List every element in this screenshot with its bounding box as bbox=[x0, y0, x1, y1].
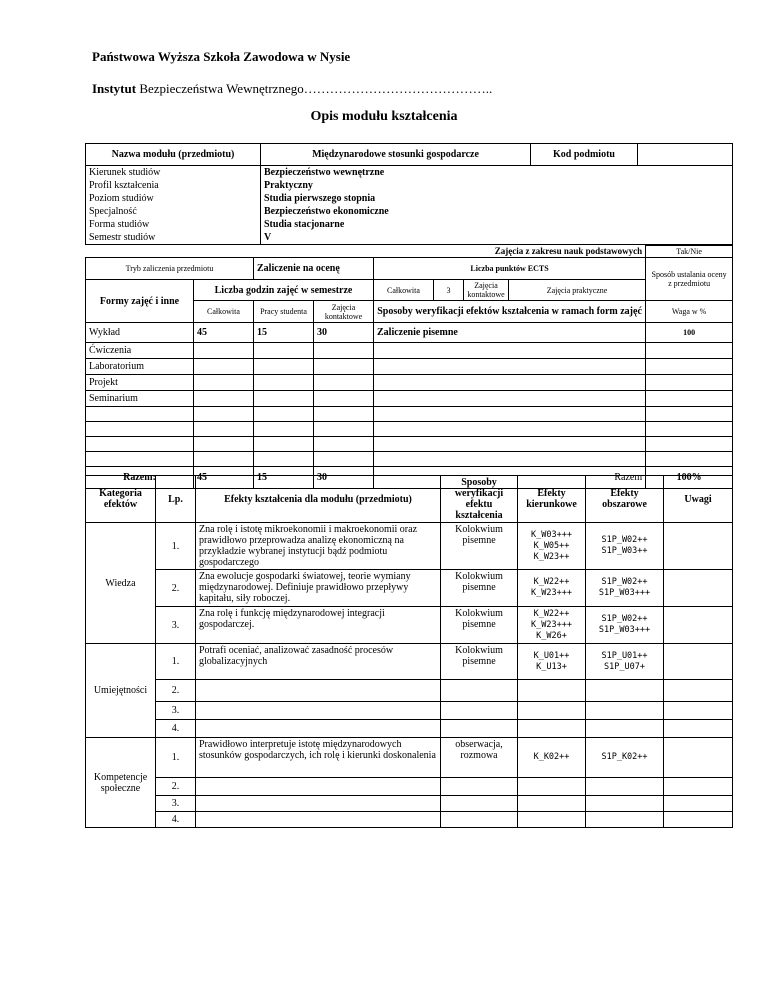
sum-contact: 30 bbox=[314, 467, 374, 489]
effect-text: Prawidłowo interpretuje istotę międzynarodowych stosunków gospodarczych, ich rolę i kierunki doskonalenia bbox=[196, 738, 441, 778]
effect-row bbox=[86, 738, 733, 778]
effect-notes bbox=[664, 570, 733, 607]
effect-category: Umiejętności bbox=[86, 644, 156, 738]
form-verif bbox=[374, 359, 646, 375]
effect-lp: 1. bbox=[156, 644, 196, 680]
form-student bbox=[254, 359, 314, 375]
module-name-value: Międzynarodowe stosunki gospodarcze bbox=[261, 144, 531, 166]
effect-obszarowe: S1P_W02++ S1P_W03+++ bbox=[586, 570, 664, 607]
institute-name: Bezpieczeństwa Wewnętrznego…………………………………….. bbox=[139, 81, 493, 96]
form-weight: 100 bbox=[646, 323, 733, 343]
empty-cell bbox=[86, 422, 194, 437]
effect-kierunkowe bbox=[518, 778, 586, 796]
effect-row bbox=[86, 570, 733, 607]
effect-lp: 4. bbox=[156, 720, 196, 738]
info-label: Kierunek studiów bbox=[86, 166, 261, 180]
effect-obszarowe bbox=[586, 812, 664, 828]
empty-cell bbox=[194, 422, 254, 437]
form-name: Ćwiczenia bbox=[86, 343, 194, 359]
empty-cell bbox=[254, 407, 314, 422]
info-label: Profil kształcenia bbox=[86, 179, 261, 192]
empty-form-row bbox=[86, 437, 733, 452]
empty-cell bbox=[374, 407, 646, 422]
effect-verif bbox=[441, 796, 518, 812]
effect-kierunkowe: K_W03+++ K_W05++ K_W23++ bbox=[518, 523, 586, 570]
effect-row bbox=[86, 812, 733, 828]
effect-verif: obserwacja, rozmowa bbox=[441, 738, 518, 778]
empty-cell bbox=[374, 437, 646, 452]
effect-kierunkowe bbox=[518, 680, 586, 702]
effect-row bbox=[86, 778, 733, 796]
effect-obszarowe: S1P_W02++ S1P_W03++ bbox=[586, 523, 664, 570]
form-name: Projekt bbox=[86, 375, 194, 391]
effect-lp: 3. bbox=[156, 796, 196, 812]
tryb-value: Zaliczenie na ocenę bbox=[254, 258, 374, 280]
effect-verif bbox=[441, 702, 518, 720]
effect-notes bbox=[664, 812, 733, 828]
institute-line bbox=[92, 81, 492, 97]
sum-label: Razem: bbox=[86, 467, 194, 489]
empty-cell bbox=[86, 437, 194, 452]
effect-lp: 4. bbox=[156, 812, 196, 828]
ects-label: Liczba punktów ECTS bbox=[374, 258, 646, 280]
effect-notes bbox=[664, 607, 733, 644]
empty-cell bbox=[194, 452, 254, 467]
form-contact bbox=[314, 359, 374, 375]
info-value: Bezpieczeństwo wewnętrzne bbox=[261, 166, 733, 180]
effect-obszarowe: S1P_K02++ bbox=[586, 738, 664, 778]
effect-verif: Kolokwium pisemne bbox=[441, 523, 518, 570]
school-name: Państwowa Wyższa Szkoła Zawodowa w Nysie bbox=[92, 49, 351, 64]
form-weight bbox=[646, 359, 733, 375]
effect-notes bbox=[664, 523, 733, 570]
form-total: 45 bbox=[194, 323, 254, 343]
info-value: Praktyczny bbox=[261, 179, 733, 192]
empty-cell bbox=[314, 407, 374, 422]
sum-total: 45 bbox=[194, 467, 254, 489]
sum-weight: 100% bbox=[646, 467, 733, 489]
effect-notes bbox=[664, 702, 733, 720]
effect-lp: 3. bbox=[156, 607, 196, 644]
form-student bbox=[254, 343, 314, 359]
form-name: Laboratorium bbox=[86, 359, 194, 375]
empty-cell bbox=[646, 452, 733, 467]
effect-kierunkowe: K_W22++ K_W23+++ K_W26+ bbox=[518, 607, 586, 644]
effect-row bbox=[86, 523, 733, 570]
info-row bbox=[86, 218, 733, 231]
form-total bbox=[194, 343, 254, 359]
form-row bbox=[86, 359, 733, 375]
info-value: Studia pierwszego stopnia bbox=[261, 192, 733, 205]
effect-obszarowe: S1P_U01++ S1P_U07+ bbox=[586, 644, 664, 680]
form-total bbox=[194, 391, 254, 407]
effect-verif: Kolokwium pisemne bbox=[441, 644, 518, 680]
effect-verif bbox=[441, 720, 518, 738]
info-value: V bbox=[261, 231, 733, 245]
effect-lp: 1. bbox=[156, 738, 196, 778]
form-weight bbox=[646, 343, 733, 359]
form-row bbox=[86, 323, 733, 343]
info-row bbox=[86, 205, 733, 218]
empty-cell bbox=[254, 437, 314, 452]
info-row bbox=[86, 192, 733, 205]
effect-row bbox=[86, 680, 733, 702]
effect-obszarowe bbox=[586, 720, 664, 738]
ects-contact-label: Zajęcia kontaktowe bbox=[464, 280, 509, 301]
effect-lp: 2. bbox=[156, 778, 196, 796]
form-row bbox=[86, 391, 733, 407]
info-row bbox=[86, 179, 733, 192]
ects-total-label: Całkowita bbox=[374, 280, 434, 301]
effect-verif: Kolokwium pisemne bbox=[441, 607, 518, 644]
effect-text bbox=[196, 796, 441, 812]
module-info-table bbox=[85, 143, 733, 245]
col-contact-label: Zajęcia kontaktowe bbox=[314, 301, 374, 323]
effect-row bbox=[86, 607, 733, 644]
empty-cell bbox=[86, 452, 194, 467]
form-row bbox=[86, 343, 733, 359]
info-label: Specjalność bbox=[86, 205, 261, 218]
effect-obszarowe bbox=[586, 796, 664, 812]
empty-cell bbox=[646, 437, 733, 452]
empty-form-row bbox=[86, 452, 733, 467]
effect-lp: 3. bbox=[156, 702, 196, 720]
effect-category: Kompetencje społeczne bbox=[86, 738, 156, 828]
effect-obszarowe bbox=[586, 680, 664, 702]
effect-verif bbox=[441, 680, 518, 702]
col-lp: Lp. bbox=[156, 476, 196, 523]
info-row bbox=[86, 166, 733, 180]
empty-cell bbox=[314, 437, 374, 452]
form-contact: 30 bbox=[314, 323, 374, 343]
info-label: Poziom studiów bbox=[86, 192, 261, 205]
col-category: Kategoria efektów bbox=[86, 476, 156, 523]
empty-cell bbox=[86, 407, 194, 422]
hours-table bbox=[85, 245, 733, 489]
effect-notes bbox=[664, 796, 733, 812]
form-verif bbox=[374, 375, 646, 391]
effect-obszarowe bbox=[586, 702, 664, 720]
effect-category: Wiedza bbox=[86, 523, 156, 644]
info-value: Studia stacjonarne bbox=[261, 218, 733, 231]
col-kier: Efekty kierunkowe bbox=[518, 476, 586, 523]
effect-row bbox=[86, 720, 733, 738]
form-contact bbox=[314, 343, 374, 359]
sum-student: 15 bbox=[254, 467, 314, 489]
effect-text bbox=[196, 702, 441, 720]
effect-kierunkowe: K_W22++ K_W23+++ bbox=[518, 570, 586, 607]
effect-obszarowe: S1P_W02++ S1P_W03+++ bbox=[586, 607, 664, 644]
empty-cell bbox=[254, 452, 314, 467]
ects-practical-label: Zajęcia praktyczne bbox=[509, 280, 646, 301]
effect-verif bbox=[441, 778, 518, 796]
empty-cell bbox=[194, 407, 254, 422]
effect-lp: 2. bbox=[156, 680, 196, 702]
form-row bbox=[86, 375, 733, 391]
effect-text bbox=[196, 778, 441, 796]
empty-cell bbox=[646, 422, 733, 437]
form-verif bbox=[374, 391, 646, 407]
effect-text: Zna ewolucje gospodarki światowej, teorie wymiany międzynarodowej. Definiuje prawidłowo przepływy kapitału, siły roboczej. bbox=[196, 570, 441, 607]
effect-kierunkowe bbox=[518, 796, 586, 812]
institute-label: Instytut bbox=[92, 81, 137, 96]
effect-kierunkowe bbox=[518, 812, 586, 828]
empty-form-row bbox=[86, 422, 733, 437]
col-obsz: Efekty obszarowe bbox=[586, 476, 664, 523]
info-value: Bezpieczeństwo ekonomiczne bbox=[261, 205, 733, 218]
effect-text bbox=[196, 720, 441, 738]
effect-text: Potrafi oceniać, analizować zasadność procesów globalizacyjnych bbox=[196, 644, 441, 680]
form-verif bbox=[374, 343, 646, 359]
effect-verif bbox=[441, 812, 518, 828]
form-total bbox=[194, 359, 254, 375]
verif-label: Sposoby weryfikacji efektów kształcenia w ramach form zajęć bbox=[374, 301, 646, 323]
module-code-value bbox=[638, 144, 733, 166]
ects-total-value: 3 bbox=[434, 280, 464, 301]
effect-kierunkowe: K_K02++ bbox=[518, 738, 586, 778]
form-student bbox=[254, 391, 314, 407]
form-student: 15 bbox=[254, 323, 314, 343]
form-contact bbox=[314, 375, 374, 391]
empty-cell bbox=[194, 437, 254, 452]
info-row bbox=[86, 231, 733, 245]
form-contact bbox=[314, 391, 374, 407]
effect-kierunkowe bbox=[518, 702, 586, 720]
form-student bbox=[254, 375, 314, 391]
col-total-label: Całkowita bbox=[194, 301, 254, 323]
effect-obszarowe bbox=[586, 778, 664, 796]
effect-notes bbox=[664, 720, 733, 738]
empty-cell bbox=[254, 422, 314, 437]
col-verif: Sposoby weryfikacji efektu kształcenia bbox=[441, 476, 518, 523]
empty-cell bbox=[314, 422, 374, 437]
basic-sciences-label: Zajęcia z zakresu nauk podstawowych bbox=[86, 246, 646, 258]
effect-notes bbox=[664, 738, 733, 778]
effect-notes bbox=[664, 680, 733, 702]
module-name-label: Nazwa modułu (przedmiotu) bbox=[86, 144, 261, 166]
form-name: Seminarium bbox=[86, 391, 194, 407]
form-weight bbox=[646, 375, 733, 391]
effect-text: Zna rolę i istotę mikroekonomii i makroekonomii oraz prawidłowo przeprowadza analizę ekonomiczną na przykładzie wybranej instytucji bądź podmiotu gospodarczego bbox=[196, 523, 441, 570]
sum-razem-label: Razem bbox=[374, 467, 646, 489]
weight-label: Waga w % bbox=[646, 301, 733, 323]
effect-text: Zna rolę i funkcję międzynarodowej integracji gospodarczej. bbox=[196, 607, 441, 644]
effect-kierunkowe bbox=[518, 720, 586, 738]
col-notes: Uwagi bbox=[664, 476, 733, 523]
method-label: Sposób ustalania oceny z przedmiotu bbox=[646, 258, 733, 301]
hours-label: Liczba godzin zajęć w semestrze bbox=[194, 280, 374, 301]
tak-nie-label: Tak/Nie bbox=[646, 246, 733, 258]
module-code-label: Kod podmiotu bbox=[531, 144, 638, 166]
effect-text bbox=[196, 680, 441, 702]
col-effects: Efekty kształcenia dla modułu (przedmiotu) bbox=[196, 476, 441, 523]
col-student-label: Pracy studenta bbox=[254, 301, 314, 323]
effect-lp: 2. bbox=[156, 570, 196, 607]
empty-form-row bbox=[86, 407, 733, 422]
tryb-label: Tryb zaliczenia przedmiotu bbox=[86, 258, 254, 280]
effect-text bbox=[196, 812, 441, 828]
empty-cell bbox=[374, 452, 646, 467]
form-verif: Zaliczenie pisemne bbox=[374, 323, 646, 343]
effect-lp: 1. bbox=[156, 523, 196, 570]
effect-notes bbox=[664, 644, 733, 680]
effect-row bbox=[86, 644, 733, 680]
effects-table bbox=[85, 475, 733, 828]
effect-row bbox=[86, 796, 733, 812]
effect-notes bbox=[664, 778, 733, 796]
effect-row bbox=[86, 702, 733, 720]
empty-cell bbox=[374, 422, 646, 437]
form-weight bbox=[646, 391, 733, 407]
empty-cell bbox=[314, 452, 374, 467]
form-name: Wykład bbox=[86, 323, 194, 343]
effect-verif: Kolokwium pisemne bbox=[441, 570, 518, 607]
form-total bbox=[194, 375, 254, 391]
document-title: Opis modułu kształcenia bbox=[310, 109, 458, 124]
info-label: Semestr studiów bbox=[86, 231, 261, 245]
forms-label: Formy zajęć i inne bbox=[86, 280, 194, 323]
info-label: Forma studiów bbox=[86, 218, 261, 231]
effect-kierunkowe: K_U01++ K_U13+ bbox=[518, 644, 586, 680]
empty-cell bbox=[646, 407, 733, 422]
